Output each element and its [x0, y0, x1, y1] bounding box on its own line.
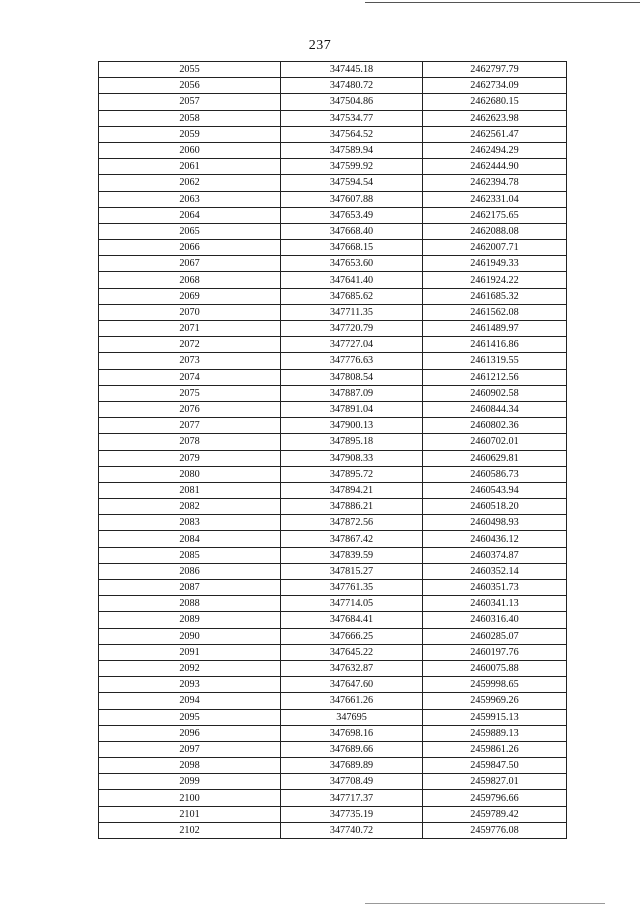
y-coordinate-cell: 2460374.87: [423, 547, 567, 563]
table-row: [99, 693, 567, 709]
x-coordinate-cell: 347711.35: [281, 304, 423, 320]
point-number-cell: 2068: [99, 272, 281, 288]
point-number-cell: 2098: [99, 758, 281, 774]
y-coordinate-cell: 2461949.33: [423, 256, 567, 272]
table-row: [99, 175, 567, 191]
x-coordinate-cell: 347445.18: [281, 62, 423, 78]
x-coordinate-cell: 347685.62: [281, 288, 423, 304]
y-coordinate-cell: 2461212.56: [423, 369, 567, 385]
point-number-cell: 2087: [99, 580, 281, 596]
x-coordinate-cell: 347720.79: [281, 321, 423, 337]
y-coordinate-cell: 2459847.50: [423, 758, 567, 774]
table-row: [99, 790, 567, 806]
y-coordinate-cell: 2462331.04: [423, 191, 567, 207]
table-row: [99, 401, 567, 417]
y-coordinate-cell: 2459969.26: [423, 693, 567, 709]
y-coordinate-cell: 2462734.09: [423, 78, 567, 94]
point-number-cell: 2086: [99, 563, 281, 579]
y-coordinate-cell: 2460802.36: [423, 418, 567, 434]
y-coordinate-cell: 2460351.73: [423, 580, 567, 596]
point-number-cell: 2090: [99, 628, 281, 644]
table-row: [99, 741, 567, 757]
table-row: [99, 531, 567, 547]
x-coordinate-cell: 347808.54: [281, 369, 423, 385]
point-number-cell: 2102: [99, 822, 281, 838]
table-row: [99, 207, 567, 223]
y-coordinate-cell: 2460285.07: [423, 628, 567, 644]
coordinate-table: [98, 61, 567, 839]
x-coordinate-cell: 347666.25: [281, 628, 423, 644]
table-row: [99, 256, 567, 272]
table-row: [99, 482, 567, 498]
table-row: [99, 272, 567, 288]
point-number-cell: 2058: [99, 110, 281, 126]
x-coordinate-cell: 347735.19: [281, 806, 423, 822]
table-row: [99, 240, 567, 256]
table-row: [99, 709, 567, 725]
point-number-cell: 2056: [99, 78, 281, 94]
point-number-cell: 2080: [99, 466, 281, 482]
table-row: [99, 499, 567, 515]
x-coordinate-cell: 347599.92: [281, 159, 423, 175]
point-number-cell: 2066: [99, 240, 281, 256]
x-coordinate-cell: 347645.22: [281, 644, 423, 660]
x-coordinate-cell: 347698.16: [281, 725, 423, 741]
x-coordinate-cell: 347653.60: [281, 256, 423, 272]
table-row: [99, 304, 567, 320]
point-number-cell: 2069: [99, 288, 281, 304]
point-number-cell: 2059: [99, 126, 281, 142]
point-number-cell: 2070: [99, 304, 281, 320]
point-number-cell: 2074: [99, 369, 281, 385]
table-row: [99, 612, 567, 628]
bottom-rule: [365, 903, 605, 904]
point-number-cell: 2078: [99, 434, 281, 450]
y-coordinate-cell: 2459776.08: [423, 822, 567, 838]
table-row: [99, 547, 567, 563]
table-row: [99, 806, 567, 822]
point-number-cell: 2076: [99, 401, 281, 417]
y-coordinate-cell: 2460498.93: [423, 515, 567, 531]
y-coordinate-cell: 2460902.58: [423, 385, 567, 401]
point-number-cell: 2077: [99, 418, 281, 434]
table-row: [99, 110, 567, 126]
point-number-cell: 2097: [99, 741, 281, 757]
y-coordinate-cell: 2462494.29: [423, 142, 567, 158]
y-coordinate-cell: 2462623.98: [423, 110, 567, 126]
x-coordinate-cell: 347894.21: [281, 482, 423, 498]
table-row: [99, 126, 567, 142]
table-row: [99, 321, 567, 337]
x-coordinate-cell: 347564.52: [281, 126, 423, 142]
table-row: [99, 78, 567, 94]
table-row: [99, 353, 567, 369]
x-coordinate-cell: 347607.88: [281, 191, 423, 207]
table-row: [99, 142, 567, 158]
y-coordinate-cell: 2461562.08: [423, 304, 567, 320]
point-number-cell: 2075: [99, 385, 281, 401]
point-number-cell: 2096: [99, 725, 281, 741]
y-coordinate-cell: 2459789.42: [423, 806, 567, 822]
table-row: [99, 288, 567, 304]
point-number-cell: 2062: [99, 175, 281, 191]
table-row: [99, 385, 567, 401]
x-coordinate-cell: 347714.05: [281, 596, 423, 612]
y-coordinate-cell: 2462797.79: [423, 62, 567, 78]
table-row: [99, 159, 567, 175]
x-coordinate-cell: 347708.49: [281, 774, 423, 790]
x-coordinate-cell: 347717.37: [281, 790, 423, 806]
top-rule: [365, 2, 640, 3]
x-coordinate-cell: 347534.77: [281, 110, 423, 126]
y-coordinate-cell: 2461319.55: [423, 353, 567, 369]
point-number-cell: 2089: [99, 612, 281, 628]
table-row: [99, 515, 567, 531]
x-coordinate-cell: 347839.59: [281, 547, 423, 563]
table-row: [99, 677, 567, 693]
y-coordinate-cell: 2460436.12: [423, 531, 567, 547]
x-coordinate-cell: 347815.27: [281, 563, 423, 579]
table-row: [99, 191, 567, 207]
y-coordinate-cell: 2461416.86: [423, 337, 567, 353]
point-number-cell: 2061: [99, 159, 281, 175]
point-number-cell: 2083: [99, 515, 281, 531]
point-number-cell: 2093: [99, 677, 281, 693]
y-coordinate-cell: 2460075.88: [423, 660, 567, 676]
point-number-cell: 2065: [99, 223, 281, 239]
point-number-cell: 2055: [99, 62, 281, 78]
point-number-cell: 2073: [99, 353, 281, 369]
point-number-cell: 2091: [99, 644, 281, 660]
point-number-cell: 2085: [99, 547, 281, 563]
table-row: [99, 822, 567, 838]
table-row: [99, 450, 567, 466]
y-coordinate-cell: 2460702.01: [423, 434, 567, 450]
x-coordinate-cell: 347895.18: [281, 434, 423, 450]
x-coordinate-cell: 347740.72: [281, 822, 423, 838]
table-row: [99, 223, 567, 239]
x-coordinate-cell: 347761.35: [281, 580, 423, 596]
y-coordinate-cell: 2459861.26: [423, 741, 567, 757]
point-number-cell: 2088: [99, 596, 281, 612]
y-coordinate-cell: 2460352.14: [423, 563, 567, 579]
y-coordinate-cell: 2459998.65: [423, 677, 567, 693]
table-row: [99, 94, 567, 110]
x-coordinate-cell: 347886.21: [281, 499, 423, 515]
y-coordinate-cell: 2461685.32: [423, 288, 567, 304]
table-row: [99, 580, 567, 596]
y-coordinate-cell: 2459796.66: [423, 790, 567, 806]
y-coordinate-cell: 2460844.34: [423, 401, 567, 417]
y-coordinate-cell: 2459889.13: [423, 725, 567, 741]
point-number-cell: 2064: [99, 207, 281, 223]
x-coordinate-cell: 347776.63: [281, 353, 423, 369]
point-number-cell: 2081: [99, 482, 281, 498]
table-row: [99, 337, 567, 353]
x-coordinate-cell: 347872.56: [281, 515, 423, 531]
point-number-cell: 2072: [99, 337, 281, 353]
table-row: [99, 628, 567, 644]
point-number-cell: 2094: [99, 693, 281, 709]
x-coordinate-cell: 347668.40: [281, 223, 423, 239]
point-number-cell: 2071: [99, 321, 281, 337]
x-coordinate-cell: 347891.04: [281, 401, 423, 417]
table-row: [99, 596, 567, 612]
x-coordinate-cell: 347695: [281, 709, 423, 725]
y-coordinate-cell: 2459827.01: [423, 774, 567, 790]
y-coordinate-cell: 2459915.13: [423, 709, 567, 725]
x-coordinate-cell: 347504.86: [281, 94, 423, 110]
y-coordinate-cell: 2460197.76: [423, 644, 567, 660]
point-number-cell: 2079: [99, 450, 281, 466]
point-number-cell: 2099: [99, 774, 281, 790]
y-coordinate-cell: 2462561.47: [423, 126, 567, 142]
table-row: [99, 644, 567, 660]
y-coordinate-cell: 2462175.65: [423, 207, 567, 223]
x-coordinate-cell: 347594.54: [281, 175, 423, 191]
x-coordinate-cell: 347727.04: [281, 337, 423, 353]
table-row: [99, 758, 567, 774]
x-coordinate-cell: 347900.13: [281, 418, 423, 434]
x-coordinate-cell: 347895.72: [281, 466, 423, 482]
y-coordinate-cell: 2460518.20: [423, 499, 567, 515]
table-row: [99, 466, 567, 482]
x-coordinate-cell: 347647.60: [281, 677, 423, 693]
y-coordinate-cell: 2460316.40: [423, 612, 567, 628]
x-coordinate-cell: 347887.09: [281, 385, 423, 401]
page-number: 237: [308, 38, 332, 53]
point-number-cell: 2057: [99, 94, 281, 110]
point-number-cell: 2063: [99, 191, 281, 207]
table-row: [99, 774, 567, 790]
table-row: [99, 725, 567, 741]
point-number-cell: 2067: [99, 256, 281, 272]
x-coordinate-cell: 347589.94: [281, 142, 423, 158]
point-number-cell: 2084: [99, 531, 281, 547]
point-number-cell: 2082: [99, 499, 281, 515]
y-coordinate-cell: 2460586.73: [423, 466, 567, 482]
point-number-cell: 2101: [99, 806, 281, 822]
x-coordinate-cell: 347867.42: [281, 531, 423, 547]
x-coordinate-cell: 347908.33: [281, 450, 423, 466]
table-body: [99, 62, 567, 839]
table-row: [99, 434, 567, 450]
table-row: [99, 418, 567, 434]
y-coordinate-cell: 2462394.78: [423, 175, 567, 191]
y-coordinate-cell: 2462444.90: [423, 159, 567, 175]
table-row: [99, 563, 567, 579]
y-coordinate-cell: 2462007.71: [423, 240, 567, 256]
table-row: [99, 369, 567, 385]
y-coordinate-cell: 2460341.13: [423, 596, 567, 612]
point-number-cell: 2092: [99, 660, 281, 676]
y-coordinate-cell: 2461924.22: [423, 272, 567, 288]
x-coordinate-cell: 347689.89: [281, 758, 423, 774]
x-coordinate-cell: 347480.72: [281, 78, 423, 94]
y-coordinate-cell: 2462680.15: [423, 94, 567, 110]
table-row: [99, 660, 567, 676]
y-coordinate-cell: 2460629.81: [423, 450, 567, 466]
x-coordinate-cell: 347661.26: [281, 693, 423, 709]
y-coordinate-cell: 2462088.08: [423, 223, 567, 239]
x-coordinate-cell: 347668.15: [281, 240, 423, 256]
point-number-cell: 2095: [99, 709, 281, 725]
x-coordinate-cell: 347689.66: [281, 741, 423, 757]
x-coordinate-cell: 347641.40: [281, 272, 423, 288]
y-coordinate-cell: 2460543.94: [423, 482, 567, 498]
x-coordinate-cell: 347684.41: [281, 612, 423, 628]
y-coordinate-cell: 2461489.97: [423, 321, 567, 337]
table-row: [99, 62, 567, 78]
point-number-cell: 2100: [99, 790, 281, 806]
x-coordinate-cell: 347653.49: [281, 207, 423, 223]
point-number-cell: 2060: [99, 142, 281, 158]
x-coordinate-cell: 347632.87: [281, 660, 423, 676]
